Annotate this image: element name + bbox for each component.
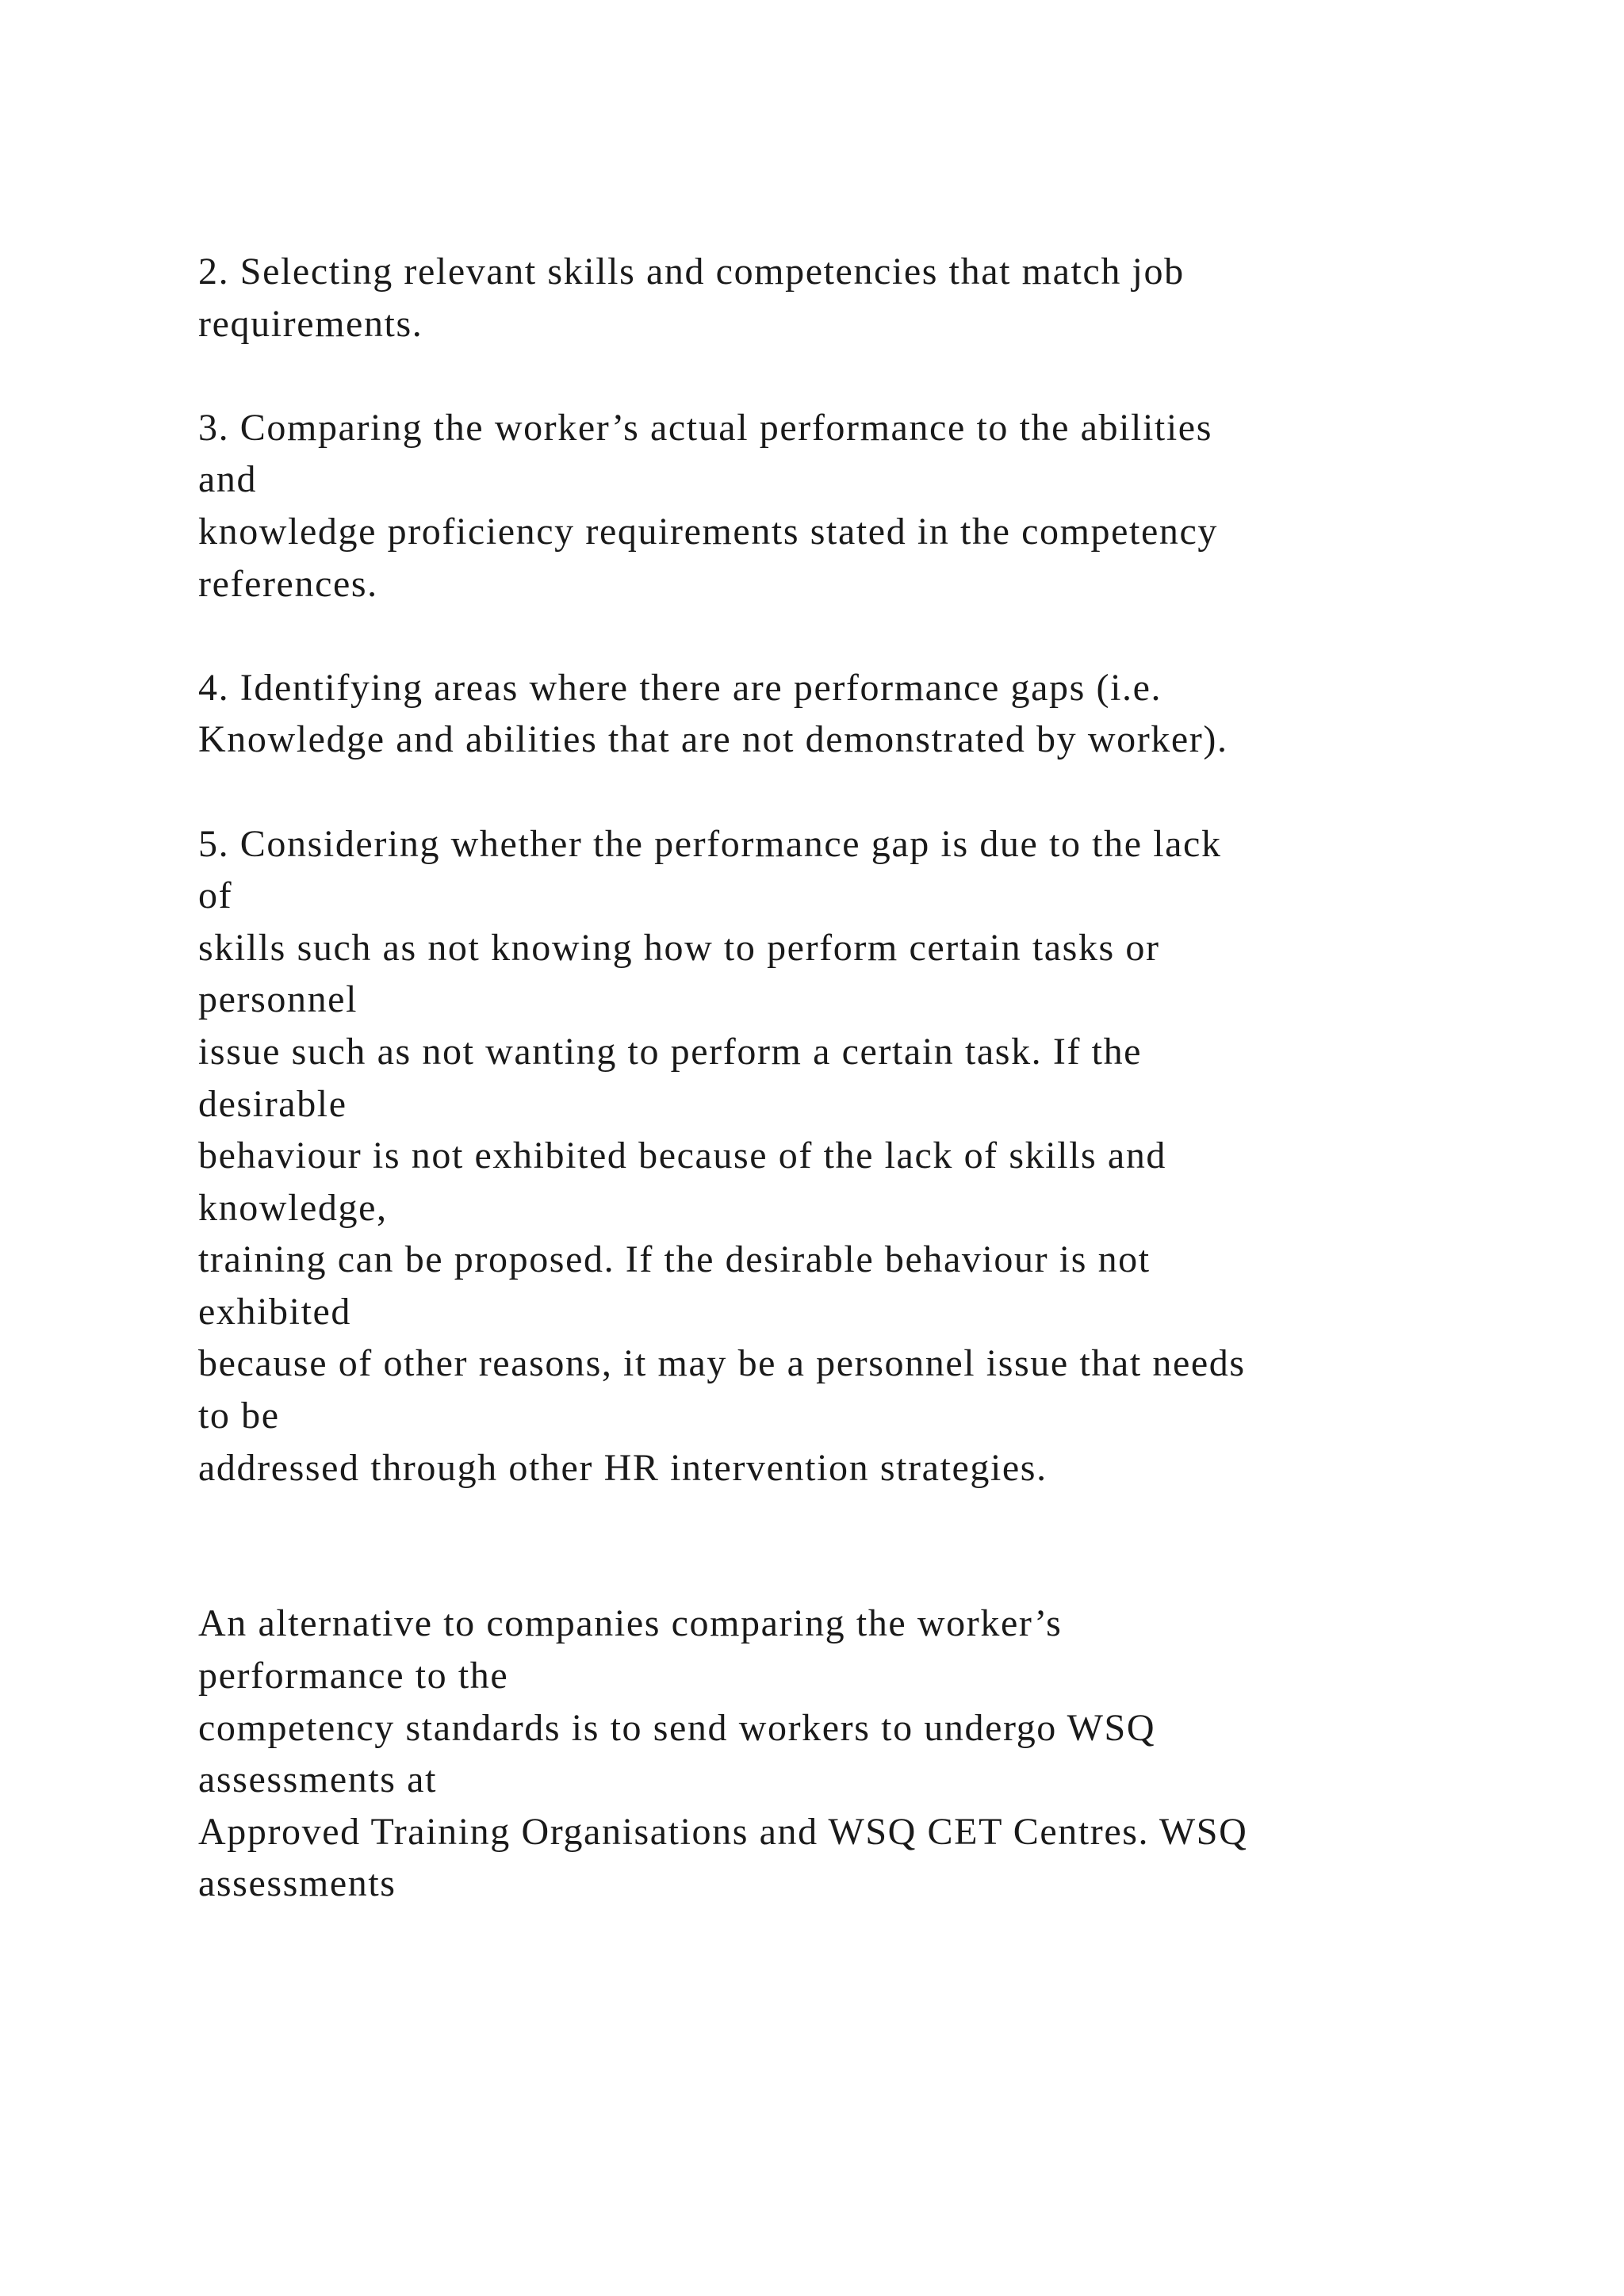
- text-line: references.: [198, 562, 378, 605]
- text-line: assessments: [198, 1862, 396, 1905]
- blank-line: [198, 766, 1507, 818]
- blank-line: [198, 1546, 1507, 1598]
- text-line: 2. Selecting relevant skills and competencies that match job: [198, 251, 1185, 293]
- text-line: An alternative to companies comparing the worker’s: [198, 1602, 1063, 1645]
- text-line: 4. Identifying areas where there are performance gaps (i.e.: [198, 666, 1162, 709]
- document-body: [198, 246, 1507, 1910]
- text-line: assessments at: [198, 1758, 438, 1801]
- text-line: skills such as not knowing how to perform certain tasks or: [198, 926, 1160, 969]
- text-line: competency standards is to send workers to undergo WSQ: [198, 1706, 1156, 1749]
- text-line: training can be proposed. If the desirable behaviour is not: [198, 1238, 1151, 1281]
- text-line: performance to the: [198, 1655, 509, 1697]
- text-line: of: [198, 874, 233, 917]
- blank-line: [198, 610, 1507, 662]
- text-line: requirements.: [198, 302, 423, 345]
- text-line: knowledge proficiency requirements stated in the competency: [198, 510, 1218, 553]
- text-line: addressed through other HR intervention strategies.: [198, 1446, 1048, 1489]
- text-line: behaviour is not exhibited because of the lack of skills and: [198, 1135, 1167, 1177]
- text-line: desirable: [198, 1082, 347, 1125]
- blank-line: [198, 1494, 1507, 1546]
- text-line: 5. Considering whether the performance gap is due to the lack: [198, 822, 1222, 865]
- text-line: issue such as not wanting to perform a certain task. If the: [198, 1030, 1143, 1073]
- text-line: Knowledge and abilities that are not demonstrated by worker).: [198, 718, 1228, 761]
- text-line: to be: [198, 1395, 280, 1437]
- text-line: exhibited: [198, 1290, 352, 1333]
- text-line: and: [198, 458, 258, 501]
- text-line: because of other reasons, it may be a personnel issue that needs: [198, 1342, 1246, 1385]
- blank-line: [198, 350, 1507, 402]
- text-line: Approved Training Organisations and WSQ CET Centres. WSQ: [198, 1810, 1248, 1853]
- text-line: personnel: [198, 978, 358, 1021]
- text-line: 3. Comparing the worker’s actual performance to the abilities: [198, 406, 1212, 449]
- text-line: knowledge,: [198, 1186, 388, 1229]
